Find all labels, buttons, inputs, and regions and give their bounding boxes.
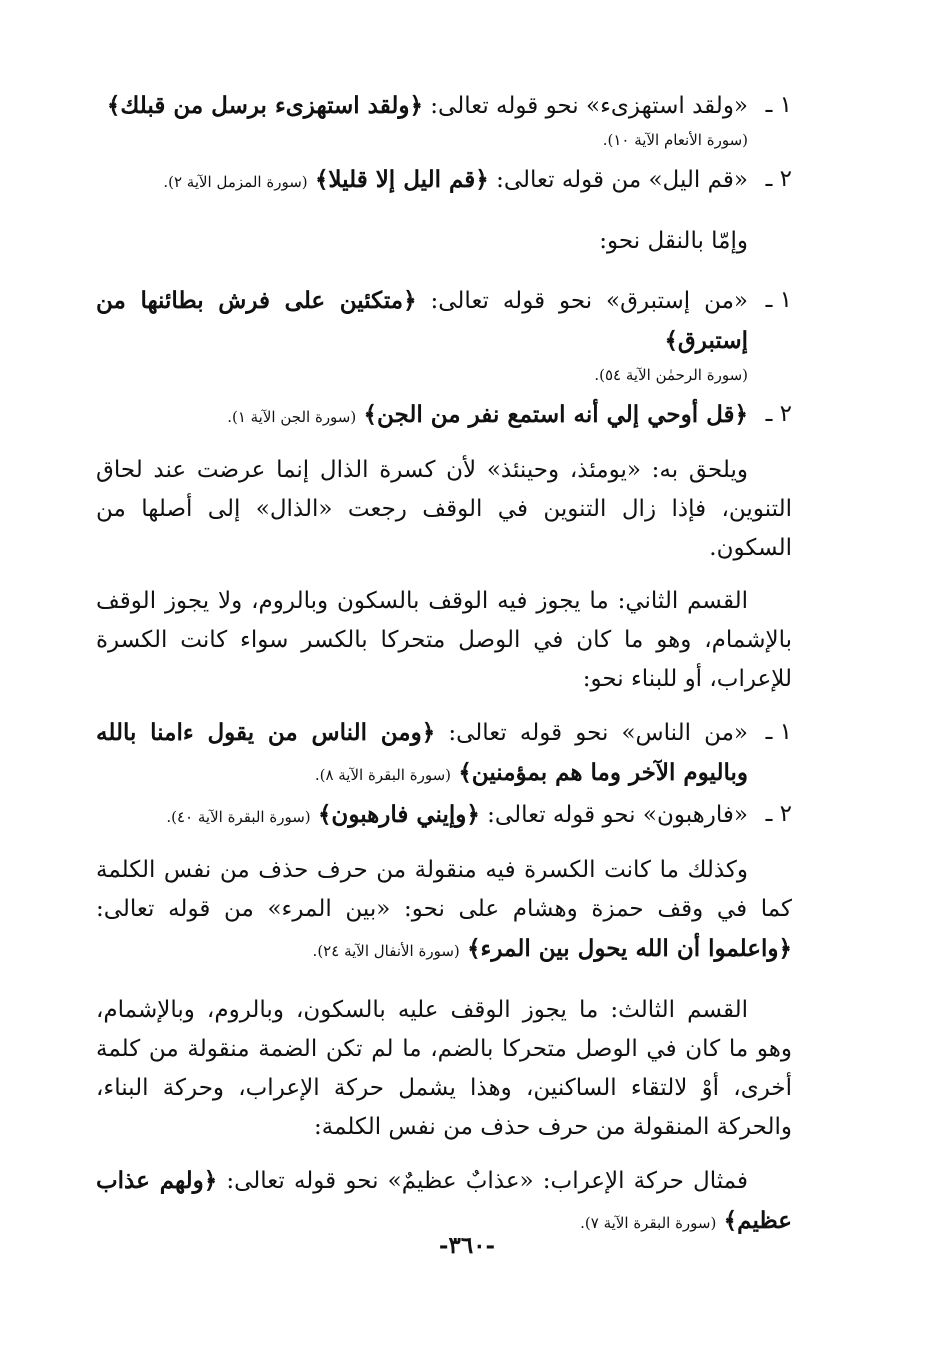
item-text: «فارهبون» نحو قوله تعالى: (479, 802, 748, 828)
surah-reference: (سورة المزمل الآية ٢). (163, 173, 308, 191)
surah-reference: (سورة البقرة الآية ٨). (314, 766, 452, 784)
paragraph: القسم الثاني: ما يجوز فيه الوقف بالسكون وبالروم، ولا يجوز الوقف بالإشمام، وهو ما كان في الوصل متحركا بالكسر سواء كانت الكسرة للإعراب، أو للبناء نحو: (96, 588, 792, 692)
example-item (96, 395, 792, 437)
paragraph (96, 851, 792, 971)
surah-reference: (سورة الأنعام الآية ١٠). (602, 131, 748, 149)
paragraph: ويلحق به: «يومئذ، وحينئذ» لأن كسرة الذال إنما عرضت عند لحاق التنوين، فإذا زال التنوين في الوقف رجعت «الذال» إلى أصلها من السكون. (96, 457, 792, 561)
paragraph: القسم الثالث: ما يجوز الوقف عليه بالسكون، وبالروم، وبالإشمام، وهو ما كان في الوصل متحركا بالضم، ما لم تكن الضمة منقولة من كلمة أخرى، أوْ لالتقاء الساكنين، وهذا يشمل حركة الإعراب، وحركة البناء، والحركة المنقولة من حرف حذف من نفس الكلمة: (96, 997, 792, 1140)
item-text: «من إستبرق» نحو قوله تعالى: (416, 288, 748, 314)
paragraph (96, 1161, 792, 1243)
example-item (96, 86, 792, 126)
surah-reference: (سورة البقرة الآية ٤٠). (166, 808, 311, 826)
surah-reference: (سورة الرحمٰن الآية ٥٤). (594, 366, 748, 384)
example-item (96, 160, 792, 202)
surah-reference: (سورة الجن الآية ١). (227, 408, 357, 426)
quran-quote: ﴿قل أوحي إلي أنه استمع نفر من الجن﴾ (363, 401, 748, 428)
intro-line: وإمّا بالنقل نحو: (599, 228, 748, 254)
item-number: ١ ـ (765, 719, 792, 745)
item-number: ٢ ـ (765, 166, 792, 192)
item-number: ٢ ـ (765, 401, 792, 427)
quran-quote: ﴿قم اليل إلا قليلا﴾ (314, 166, 489, 193)
quran-quote: ﴿واعلموا أن الله يحول بين المرء﴾ (467, 935, 792, 962)
example-item (96, 795, 792, 837)
example-item (96, 281, 792, 361)
paragraph-text: فمثال حركة الإعراب: «عذابٌ عظيمٌ» نحو قوله تعالى: (217, 1168, 748, 1194)
page-number: -٣٦٠- (438, 1232, 496, 1259)
quran-quote: ﴿ولهم عذاب عظيم﴾ (96, 1167, 792, 1234)
quran-quote: ﴿ولقد استهزىء برسل من قبلك﴾ (106, 92, 423, 119)
surah-reference: (سورة الأنفال الآية ٢٤). (312, 942, 460, 960)
item-text: «من الناس» نحو قوله تعالى: (435, 720, 748, 746)
example-item (96, 713, 792, 795)
item-number: ١ ـ (765, 287, 792, 313)
quran-quote: ﴿ومن الناس من يقول ءامنا بالله وباليوم الآخر وما هم بمؤمنين﴾ (96, 719, 748, 786)
item-number: ٢ ـ (765, 801, 792, 827)
surah-reference: (سورة البقرة الآية ٧). (580, 1214, 717, 1232)
quran-quote: ﴿متكئين على فرش بطائنها من إستبرق﴾ (96, 287, 748, 354)
item-number: ١ ـ (765, 92, 792, 118)
paragraph-text: وكذلك ما كانت الكسرة فيه منقولة من حرف حذف من نفس الكلمة كما في وقف حمزة وهشام على نحو: «بين المرء» من قوله تعالى: (96, 857, 792, 922)
item-text: «ولقد استهزىء» نحو قوله تعالى: (422, 93, 748, 119)
item-text: «قم اليل» من قوله تعالى: (488, 167, 748, 193)
quran-quote: ﴿وإيني فارهبون﴾ (317, 801, 480, 828)
